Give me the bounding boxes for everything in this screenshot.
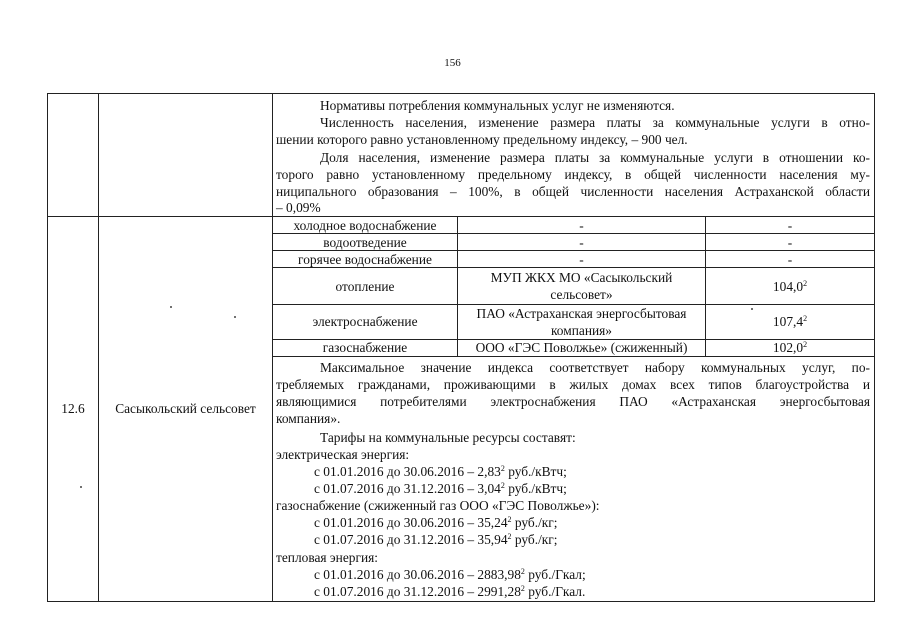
scan-speck [234,316,236,318]
table-border-right [874,93,875,602]
service-name: газоснабжение [322,340,408,355]
paragraph-line: Максимальное значение индекса соответствует набору коммунальных услуг, по- [320,360,870,375]
tariff-period: с 01.01.2016 до 30.06.2016 – 2,83$^2$ руб./кВтч; [314,464,567,479]
service-index: - [787,252,793,267]
scan-speck [170,306,172,308]
service-provider: компания» [550,323,613,338]
table [47,93,875,602]
row-number: 12.6 [61,401,85,416]
service-provider: сельсовет» [550,287,613,302]
tariffs-heading: Тарифы на коммунальные ресурсы составят: [320,430,576,445]
tariff-period: с 01.07.2016 до 31.12.2016 – 35,94$^2$ руб./кг; [314,532,558,547]
municipality-name: Сасыкольский сельсовет [115,401,256,416]
paragraph-line: компания». [276,411,341,426]
service-name: водоотведение [323,235,407,250]
service-provider: ПАО «Астраханская энергосбытовая [476,306,687,321]
tariff-period: с 01.01.2016 до 30.06.2016 – 35,24$^2$ руб./кг; [314,515,558,530]
paragraph-line: Численность населения, изменение размера платы за коммунальные услуги в отно- [320,115,870,130]
page-number: 156 [444,57,461,69]
service-index: 107,4$^2$ [772,314,808,329]
service-index: 104,0$^2$ [772,279,808,294]
service-provider: МУП ЖКХ МО «Сасыкольский [490,270,673,285]
table-border-bottom [47,601,875,602]
tariff-category: газоснабжение (сжиженный газ ООО «ГЭС Поволжье»): [276,498,600,513]
paragraph-line: требляемых гражданами, проживающими в жилых домах всех типов благоустройства и [276,377,870,392]
service-name: холодное водоснабжение [293,218,437,233]
paragraph-line: торого равно установленному предельному индексу, в общей численности населения му- [276,167,870,182]
paragraph-line: Доля населения, изменение размера платы за коммунальные услуги в отношении ко- [320,150,870,165]
service-provider: ООО «ГЭС Поволжье» (сжиженный) [475,340,688,355]
service-provider: - [579,252,584,267]
tariff-category: тепловая энергия: [276,550,379,565]
table-border-top [47,93,875,94]
service-name: отопление [335,279,395,294]
service-index: - [787,235,793,250]
tariff-period: с 01.07.2016 до 31.12.2016 – 3,04$^2$ руб./кВтч; [314,481,567,496]
service-provider: - [579,235,584,250]
table-border-left [47,93,48,602]
column-divider [98,93,99,602]
tariff-period: с 01.07.2016 до 31.12.2016 – 2991,28$^2$ руб./Гкал. [314,584,586,599]
service-name: горячее водоснабжение [298,252,432,267]
tariff-period: с 01.01.2016 до 30.06.2016 – 2883,98$^2$ руб./Гкал; [314,567,586,582]
service-name: электроснабжение [312,314,418,329]
paragraph-line: шении которого равно установленному предельному индексу, – 900 чел. [276,132,688,147]
scan-speck [751,308,753,310]
service-row-divider [272,356,875,357]
service-index: 102,0$^2$ [772,340,808,355]
paragraph-line: Нормативы потребления коммунальных услуг не изменяются. [320,98,675,113]
scan-speck [80,486,82,488]
paragraph-line: ниципального образования – 100%, в общей численности населения Астраханской области [276,184,870,199]
paragraph-line: – 0,09% [276,200,321,215]
service-index: - [787,218,793,233]
service-provider: - [579,218,584,233]
paragraph-line: являющимися потребителями электроснабжения ПАО «Астраханская энергосбытовая [276,394,870,409]
tariff-category: электрическая энергия: [276,447,410,462]
